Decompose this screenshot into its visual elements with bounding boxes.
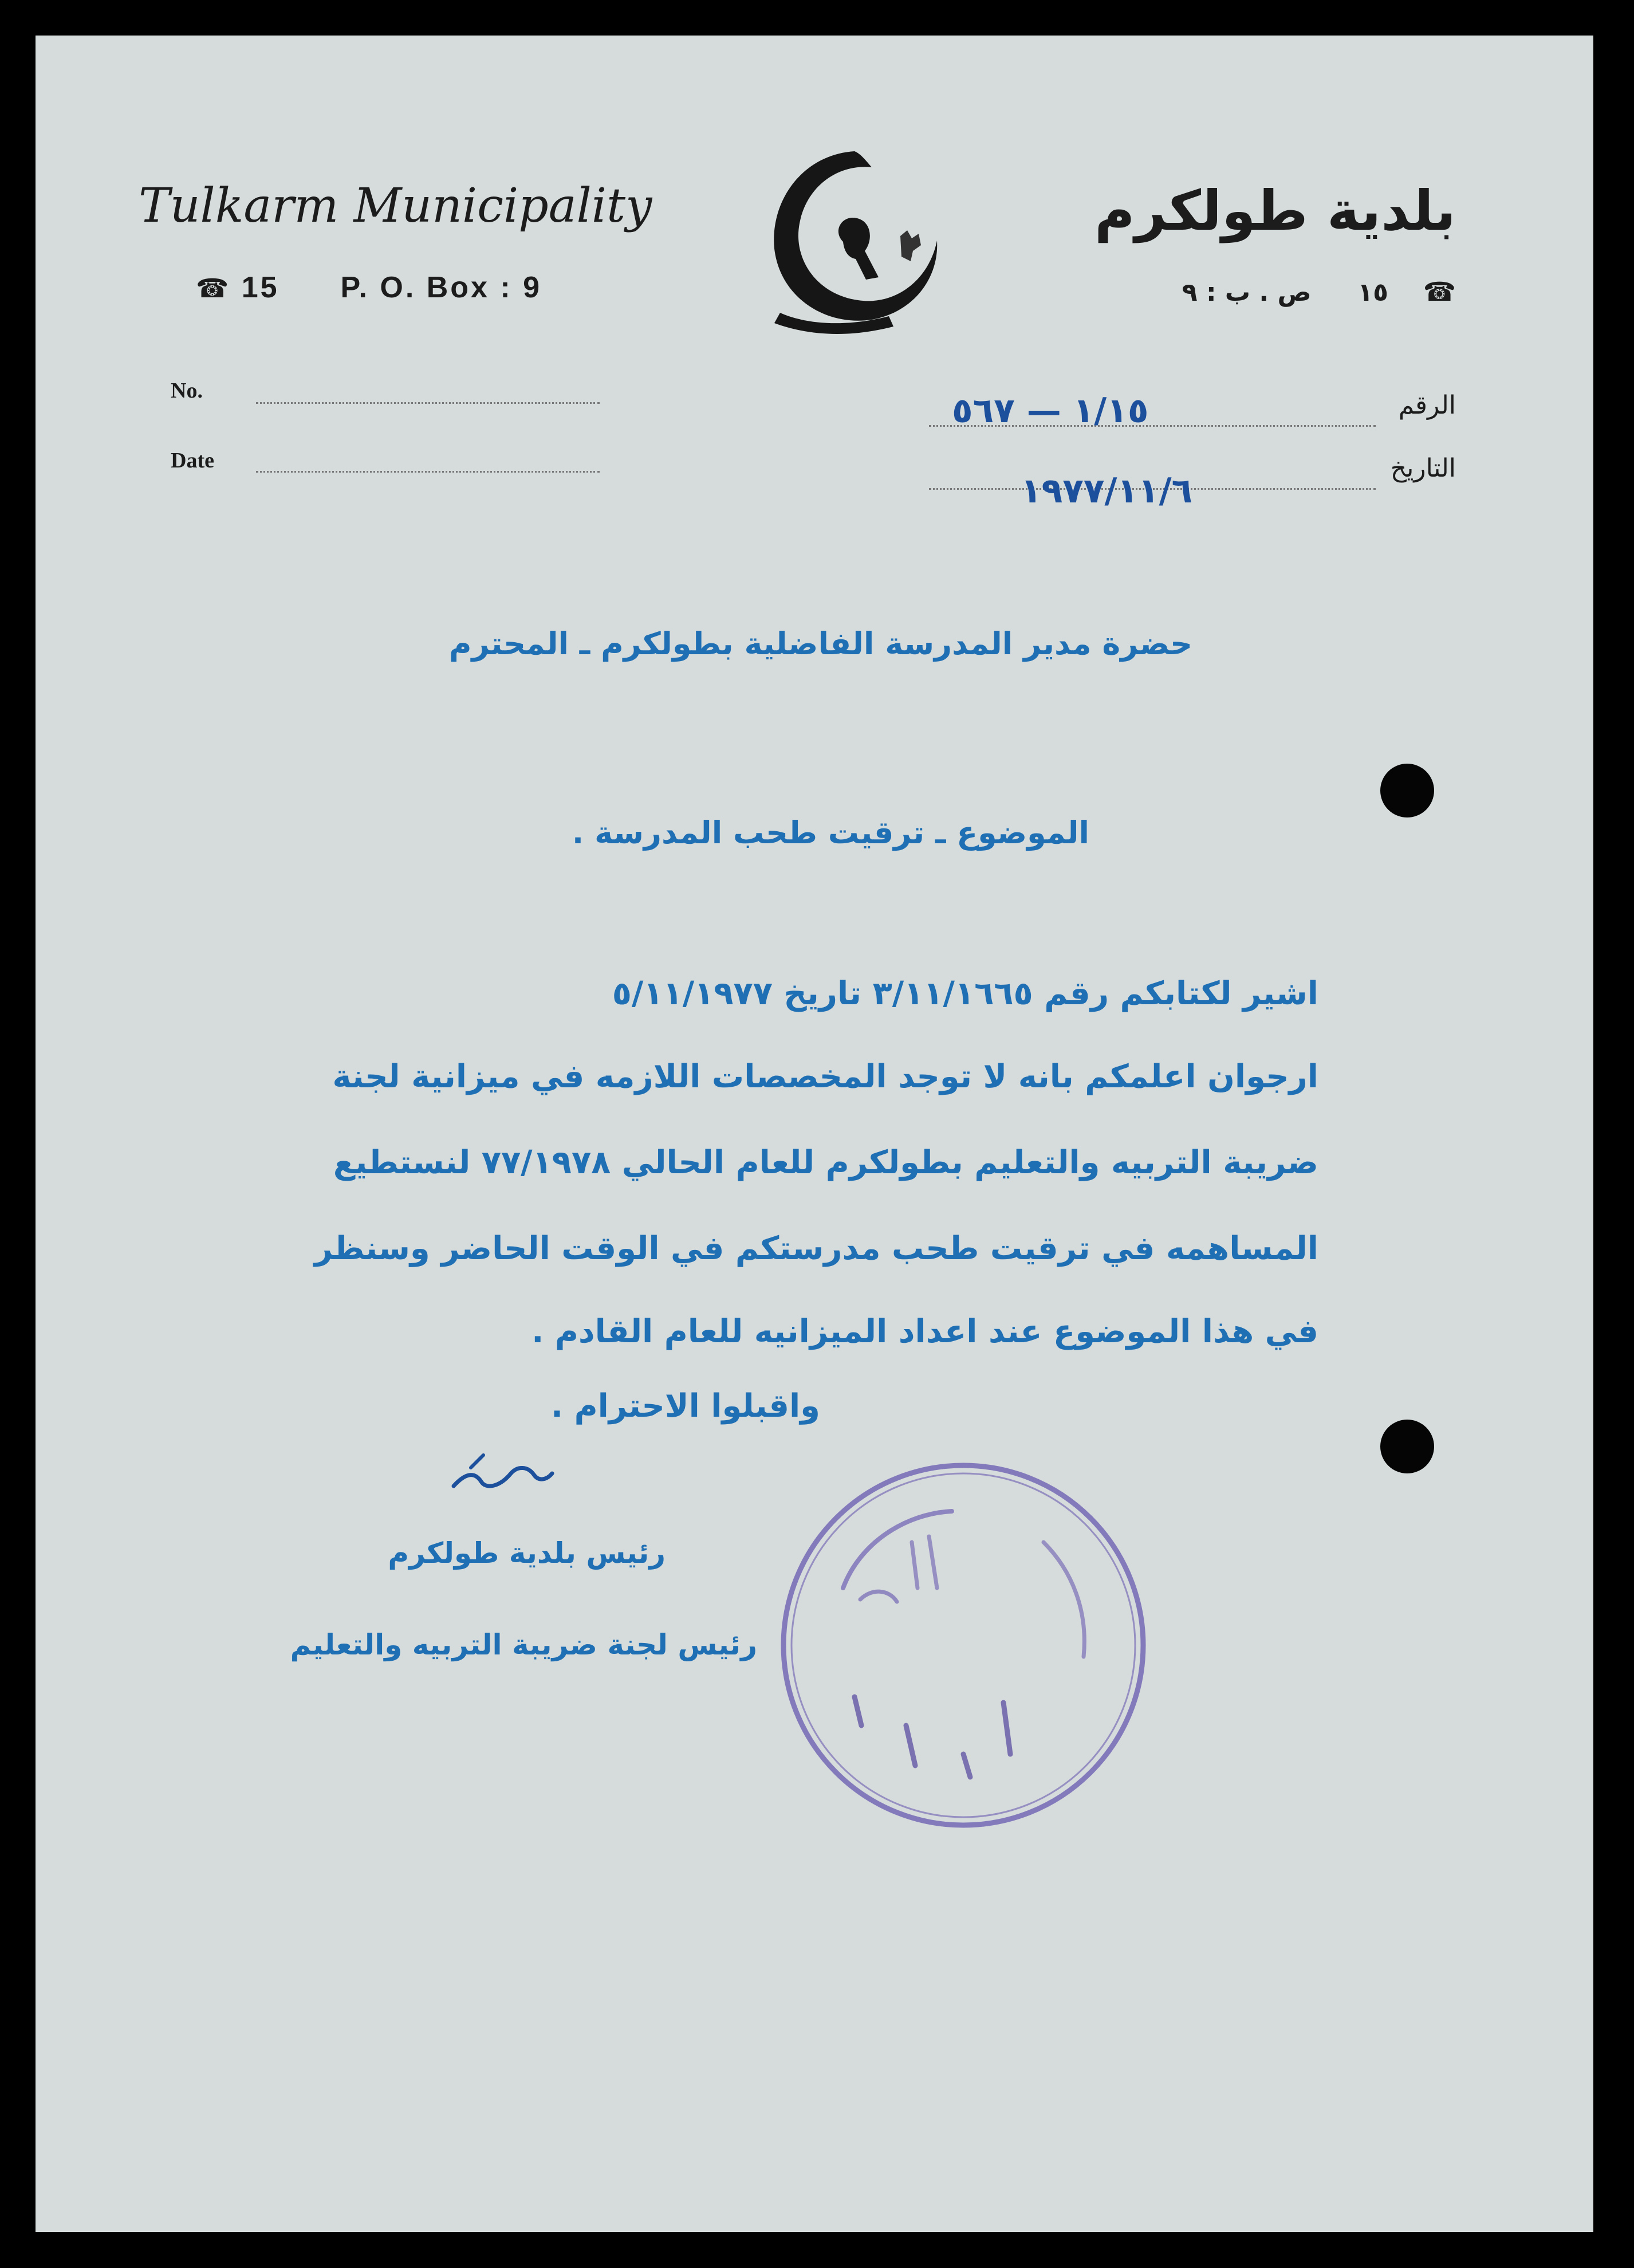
- municipality-name-en: Tulkarm Municipality: [139, 179, 652, 233]
- body-line: ارجوان اعلمكم بانه لا توجد المخصصات اللازمه في ميزانية لجنة: [332, 1058, 1318, 1095]
- body-line: ضريبة التربيه والتعليم بطولكرم للعام الحالي ٧٧/١٩٧٨ لنستطيع: [333, 1144, 1318, 1181]
- no-dotted-line: [256, 402, 600, 404]
- subject-line: الموضوع ـ ترقيت طحب المدرسة .: [572, 815, 1089, 851]
- signature-title-2: رئيس لجنة ضريبة التربيه والتعليم: [290, 1628, 757, 1661]
- no-label: No.: [171, 379, 203, 403]
- punch-hole: [1380, 1420, 1434, 1473]
- telephone-icon: ☎: [1423, 276, 1456, 307]
- reference-date: ١٩٧٧/١١/٦: [1021, 471, 1193, 511]
- body-line: المساهمه في ترقيت طحب مدرستكم في الوقت الحاضر وسنظر: [314, 1230, 1318, 1267]
- ar-date-label: التاريخ: [1390, 454, 1456, 483]
- crescent-bird-emblem: [757, 144, 946, 339]
- signature-title-1: رئيس بلدية طولكرم: [388, 1536, 666, 1570]
- closing-line: واقبلوا الاحترام .: [550, 1387, 820, 1425]
- punch-hole: [1380, 764, 1434, 817]
- telephone-icon: ☎: [196, 273, 231, 304]
- pobox-en: P. O. Box : 9: [340, 271, 542, 304]
- contact-line-en: [196, 270, 542, 305]
- handwritten-initials: [448, 1451, 557, 1514]
- body-line: في هذا الموضوع عند اعداد الميزانيه للعام القادم .: [531, 1313, 1318, 1350]
- phone-number-en: 15: [241, 271, 279, 304]
- municipality-name-ar: بلدية طولكرم: [1094, 179, 1456, 243]
- official-stamp: [774, 1456, 1152, 1834]
- date-label: Date: [171, 449, 214, 473]
- contact-line-ar: [1182, 276, 1456, 307]
- phone-number-ar: ١٥: [1357, 278, 1389, 307]
- pobox-ar: ص . ب : ٩: [1182, 278, 1312, 307]
- reference-number: ١/١٥ — ٥٦٧: [952, 391, 1149, 431]
- date-dotted-line: [256, 471, 600, 473]
- body-line: اشير لكتابكم رقم ٣/١١/١٦٦٥ تاريخ ٥/١١/١٩٧٧: [612, 975, 1318, 1012]
- salutation: حضرة مدير المدرسة الفاضلية بطولكرم ـ المحترم: [448, 626, 1192, 662]
- letter-page: [36, 36, 1593, 2232]
- ar-number-label: الرقم: [1398, 391, 1456, 420]
